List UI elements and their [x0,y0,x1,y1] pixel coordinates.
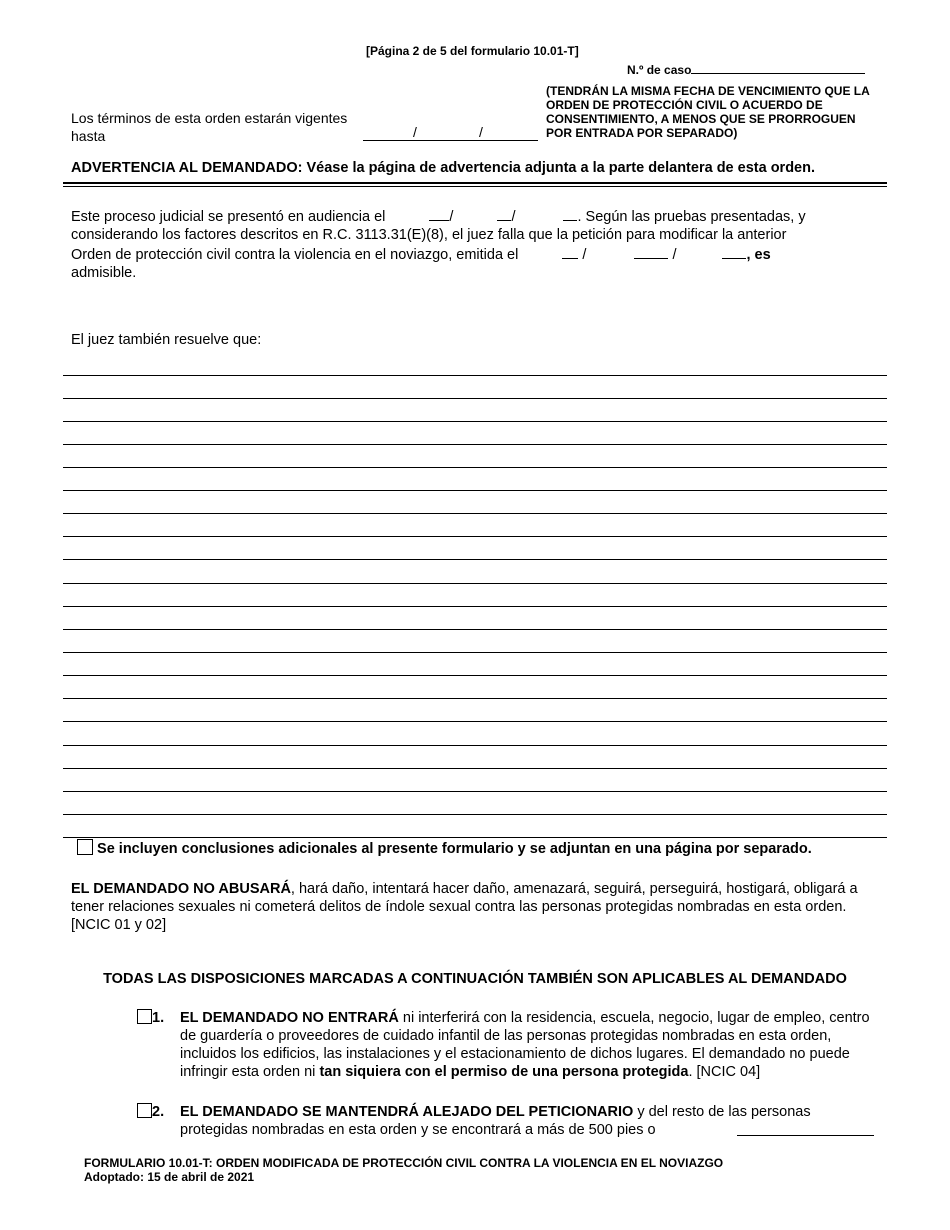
no-abuse-paragraph: EL DEMANDADO NO ABUSARÁ, hará daño, intentará hacer daño, amenazará, seguirá, perseguirá, hostigará, obligará a tener relaciones sexuales ni cometerá delitos de índole sexual contra las personas protegidas nombradas en esta orden. [NCIC 01 y 02] [71,881,858,933]
issued-day-field[interactable] [634,244,668,259]
writing-line [63,490,887,491]
writing-line [63,513,887,514]
writing-line [63,467,887,468]
provision-2-marker: 2. [137,1103,164,1121]
page-indicator: [Página 2 de 5 del formulario 10.01-T] [366,44,579,58]
issued-month-field[interactable] [562,244,578,259]
provision-1-checkbox[interactable] [137,1009,152,1024]
expiration-note: (TENDRÁN LA MISMA FECHA DE VENCIMIENTO QUE LA ORDEN DE PROTECCIÓN CIVIL O ACUERDO DE CONSENTIMIENTO, A MENOS QUE SE PRORROGUEN POR ENTRADA POR SEPARADO) [546,84,870,140]
terms-label: Los términos de esta orden estarán vigentes hasta [71,110,348,144]
writing-line [63,698,887,699]
writing-line [63,606,887,607]
writing-line [63,536,887,537]
provision-1-marker: 1. [137,1009,164,1027]
writing-line [63,768,887,769]
writing-line [63,721,887,722]
writing-line [63,375,887,376]
writing-line [63,814,887,815]
writing-line [63,444,887,445]
distance-field[interactable] [737,1135,874,1136]
writing-line [63,629,887,630]
writing-line [63,837,887,838]
hearing-day-field[interactable] [497,206,511,221]
judge-orders-label: El juez también resuelve que: [71,332,262,348]
expiration-date-field[interactable]: / / [363,126,538,141]
writing-line [63,583,887,584]
case-number-label: N.º de caso [627,59,865,77]
case-number-field[interactable] [691,59,865,74]
writing-line [63,675,887,676]
hearing-year-field[interactable] [563,206,577,221]
writing-line [63,398,887,399]
writing-line [63,559,887,560]
issued-year-field[interactable] [722,244,746,259]
provisions-title: TODAS LAS DISPOSICIONES MARCADAS A CONTINUACIÓN TAMBIÉN SON APLICABLES AL DEMANDADO [103,971,847,987]
adopted-date: Adoptado: 15 de abril de 2021 [84,1170,255,1184]
footer [84,1156,723,1184]
warning-text: ADVERTENCIA AL DEMANDADO: Véase la página de advertencia adjunta a la parte delantera de esta orden. [71,160,815,176]
writing-line [63,745,887,746]
writing-line [63,652,887,653]
writing-line [63,421,887,422]
divider-thick [63,182,887,184]
provision-2-checkbox[interactable] [137,1103,152,1118]
hearing-paragraph: Este proceso judicial se presentó en audiencia el / / . Según las pruebas presentadas, y considerando los factores descritos en R.C. 3113.31(E)(8), el juez falla que la petición para modificar la anterior Orden de protección civil contra la violencia en el noviazgo, emitida el / / , es admisible. [71,206,891,282]
provision-1-text: EL DEMANDADO NO ENTRARÁ ni interferirá con la residencia, escuela, negocio, lugar de empleo, centro de guardería o proveedores de cuidado infantil de las personas protegidas nombradas en esta orden, incluidos los edificios, las instalaciones y el estacionamiento de dichos lugares. El demandado no puede infringir esta orden ni tan siquiera con el permiso de una persona protegida. [NCIC 04] [180,1010,870,1080]
form-title: FORMULARIO 10.01-T: ORDEN MODIFICADA DE PROTECCIÓN CIVIL CONTRA LA VIOLENCIA EN EL NOVIAZGO [84,1156,724,1170]
divider-thin [63,186,887,187]
provision-2-text: EL DEMANDADO SE MANTENDRÁ ALEJADO DEL PETICIONARIO y del resto de las personas protegidas nombradas en esta orden y se encontrará a más de 500 pies o [180,1104,811,1138]
additional-findings-checkbox[interactable] [77,839,93,855]
hearing-month-field[interactable] [429,206,449,221]
writing-line [63,791,887,792]
additional-findings-row: Se incluyen conclusiones adicionales al presente formulario y se adjuntan en una página por separado. [77,839,812,857]
